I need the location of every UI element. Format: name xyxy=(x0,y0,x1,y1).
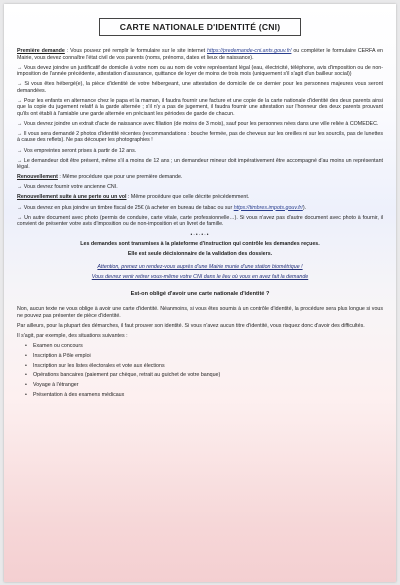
loss-paragraph xyxy=(17,194,383,201)
document-page xyxy=(4,4,396,582)
first-request-item: → Si vous êtes hébergé(e), la pièce d'identité de votre hébergeant, une attestation de domicile de ce dernier pour les personnes majeures vous seront demandées. xyxy=(17,81,383,94)
list-item: • Présentation à des examens médicaux xyxy=(33,392,383,399)
notice-line: Les demandes sont transmises à la plateforme d'instruction qui contrôle les demandes reçues. xyxy=(80,241,320,248)
loss-item-stamp xyxy=(17,205,383,212)
faq-paragraph: Non, aucun texte ne vous oblige à avoir une carte d'identité. Néanmoins, si vous êtes soumis à un contrôle d'identité, la procédure sera plus longue si vous ne pouvez pas présenter de pièce d'identité. xyxy=(17,306,383,319)
loss-item1-a: → Vous devrez en plus joindre un timbre fiscal de 25€ (à acheter en bureau de tabac ou sur xyxy=(17,204,234,211)
first-request-paragraph xyxy=(17,48,383,61)
first-request-item: → Vos empreintes seront prises à partir de 12 ans. xyxy=(17,147,137,154)
renewal-paragraph xyxy=(17,174,383,181)
notice-line: Elle est seule décisionnaire de la validation des dossiers. xyxy=(127,251,273,258)
first-request-item: → Pour les enfants en alternance chez le papa et la maman, il faudra fournir une facture et une copie de la carte nationale d'identité des deux parents ainsi que la copie du jugement relatif à la garde alternée ; s'il n'y a pas de jugement, il faudra fournir une attestation sur l'honneur des deux parents prouvant qu'ils ont établi à l'amiable une garde alternée en précisant les périodes de garde de chacun. xyxy=(17,97,383,117)
timbres-link[interactable]: https://timbres.impots.gouv.fr/ xyxy=(233,204,303,211)
renewal-label: Renouvellement xyxy=(17,174,58,181)
loss-item-document: → Un autre document avec photo (permis de conduire, carte vitale, carte professionnelle…). Si vous n'avez pas d'autre document avec photo à fournir, il convient de présenter votre avis d'imposition ou de non-imposition et un livret de famille. xyxy=(17,214,383,228)
notice-line: Vous devrez venir retirer vous-même votre CNI dans le lieu où vous en avez fait la demande xyxy=(91,274,309,281)
renewal-text: : Même procédure que pour une première demande. xyxy=(57,174,183,181)
first-request-item: → Il vous sera demandé 2 photos d'identité récentes (recommandations : bouche fermée, pas de cheveux sur les oreilles ni sur les sourcils, pas de lunettes à cause des reflets). Ne pas découper les photographies ! xyxy=(17,130,383,144)
loss-item1-b: ). xyxy=(302,204,307,211)
list-item: • Opérations bancaires (paiement par chèque, retrait au guichet de votre banque) xyxy=(33,372,383,379)
notice-line: Attention, prenez un rendez-vous auprès d'une Mairie munie d'une station biométrique ! xyxy=(97,264,303,271)
faq-paragraph: Par ailleurs, pour la plupart des démarches, il faut prouver son identité. Si vous n'avez aucun titre d'identité, vous risquez donc d'avoir des difficultés. xyxy=(17,323,365,329)
faq-paragraph: Il s'agit, par exemple, des situations suivantes : xyxy=(17,333,128,340)
renewal-item: → Vous devrez fournir votre ancienne CNI. xyxy=(17,184,118,191)
loss-text: : Même procédure que celle décrite précédemment. xyxy=(126,194,250,201)
list-item: • Inscription à Pôle emploi xyxy=(33,353,383,360)
situations-list xyxy=(17,343,383,398)
first-request-intro-b: ou compléter le formulaire CERFA en Mairie, vous devez connaître l'état civil de vos parents (noms, prénoms, dates et lieux de naissance). xyxy=(17,48,383,61)
list-item: • Inscription sur les listes électorales et vote aux élections xyxy=(33,363,383,370)
page-title: CARTE NATIONALE D'IDENTITÉ (CNI) xyxy=(99,18,301,36)
faq-question: Est-on obligé d'avoir une carte nationale d'identité ? xyxy=(130,290,270,297)
first-request-item: → Le demandeur doit être présent, même s'il a moins de 12 ans ; un demandeur mineur doit impérativement être accompagné d'au moins un représentant légal. xyxy=(17,157,383,171)
first-request-label: Première demande xyxy=(17,48,65,54)
section-divider: •·•·•·• xyxy=(190,231,210,238)
loss-label: Renouvellement suite à une perte ou un vol xyxy=(17,194,127,201)
list-item: • Examen ou concours xyxy=(33,343,383,350)
first-request-item: → Vous devez joindre un justificatif de domicile à votre nom ou au nom de votre représentant légal (eau, électricité, téléphone, avis d'imposition ou de non-imposition de l'année précédente, attestation d'assurance, quittance de loyer de moins de trois mois (uniquement s'il s'agit d'un bailleur social)) xyxy=(17,64,383,78)
list-item: • Voyage à l'étranger xyxy=(33,382,383,389)
predemande-link[interactable]: https://predemande-cni.ants.gouv.fr/ xyxy=(207,48,292,54)
first-request-item: → Vous devrez joindre un extrait d'acte de naissance avec filiation (de moins de 3 mois), sauf pour les personnes nées dans une ville reliée à COMEDEC. xyxy=(17,120,379,127)
first-request-intro-a: : Vous pouvez pré remplir le formulaire sur le site internet xyxy=(64,48,208,54)
document-body xyxy=(17,48,383,401)
